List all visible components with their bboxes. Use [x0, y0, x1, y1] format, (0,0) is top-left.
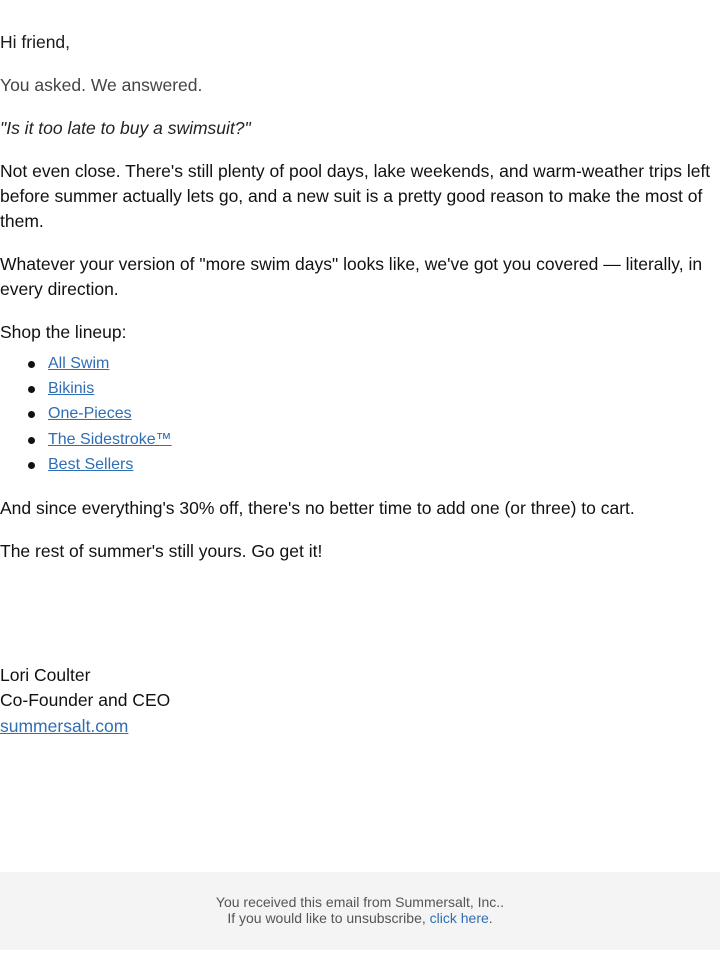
sidestroke-link[interactable]: The Sidestroke™ — [48, 430, 172, 448]
after-list-section — [0, 496, 716, 582]
bullet-icon — [28, 386, 35, 393]
unsubscribe-link[interactable]: click here — [429, 910, 489, 926]
bullet-icon — [28, 437, 35, 444]
intro-line: You asked. We answered. — [0, 75, 203, 95]
unsubscribe-suffix: . — [488, 910, 493, 926]
all-swim-link[interactable]: All Swim — [48, 355, 110, 372]
website-link[interactable]: summersalt.com — [0, 715, 129, 736]
footer-received-text: You received this email from Summersalt, Inc.. — [215, 894, 505, 910]
email-body — [0, 30, 716, 363]
bullet-icon — [28, 361, 35, 368]
list-item — [0, 401, 172, 426]
lineup-list — [0, 351, 172, 477]
email-footer — [0, 872, 720, 950]
paragraph-swim-days: Whatever your version of "more swim days" looks like, we've got you covered — literally, in every direction. — [0, 254, 703, 299]
signature-name: Lori Coulter — [0, 665, 91, 685]
sale-text: And since everything's 30% off, there's no better time to add one (or three) to cart. — [0, 498, 635, 518]
list-item — [0, 376, 172, 401]
signature — [0, 663, 170, 739]
question-quote: "Is it too late to buy a swimsuit?" — [0, 118, 251, 138]
closing-line: The rest of summer's still yours. Go get it! — [0, 541, 323, 561]
bikinis-link[interactable]: Bikinis — [48, 380, 95, 398]
list-item — [0, 452, 172, 477]
list-item — [0, 427, 172, 452]
one-pieces-link[interactable]: One-Pieces — [48, 405, 132, 423]
bullet-icon — [28, 411, 35, 418]
paragraph-not-too-late: Not even close. There's still plenty of pool days, lake weekends, and warm-weather trips left before summer actually lets go, and a new suit is a pretty good reason to make the most of them. — [0, 161, 711, 231]
signature-title: Co-Founder and CEO — [0, 690, 171, 711]
greeting: Hi friend, — [0, 32, 71, 52]
list-item — [0, 351, 172, 376]
bullet-icon — [28, 462, 35, 469]
footer-unsubscribe-line — [0, 910, 720, 926]
shop-prompt: Shop the lineup: — [0, 322, 127, 342]
best-sellers-link[interactable]: Best Sellers — [48, 455, 134, 473]
unsubscribe-prefix: If you would like to unsubscribe, — [227, 910, 430, 926]
